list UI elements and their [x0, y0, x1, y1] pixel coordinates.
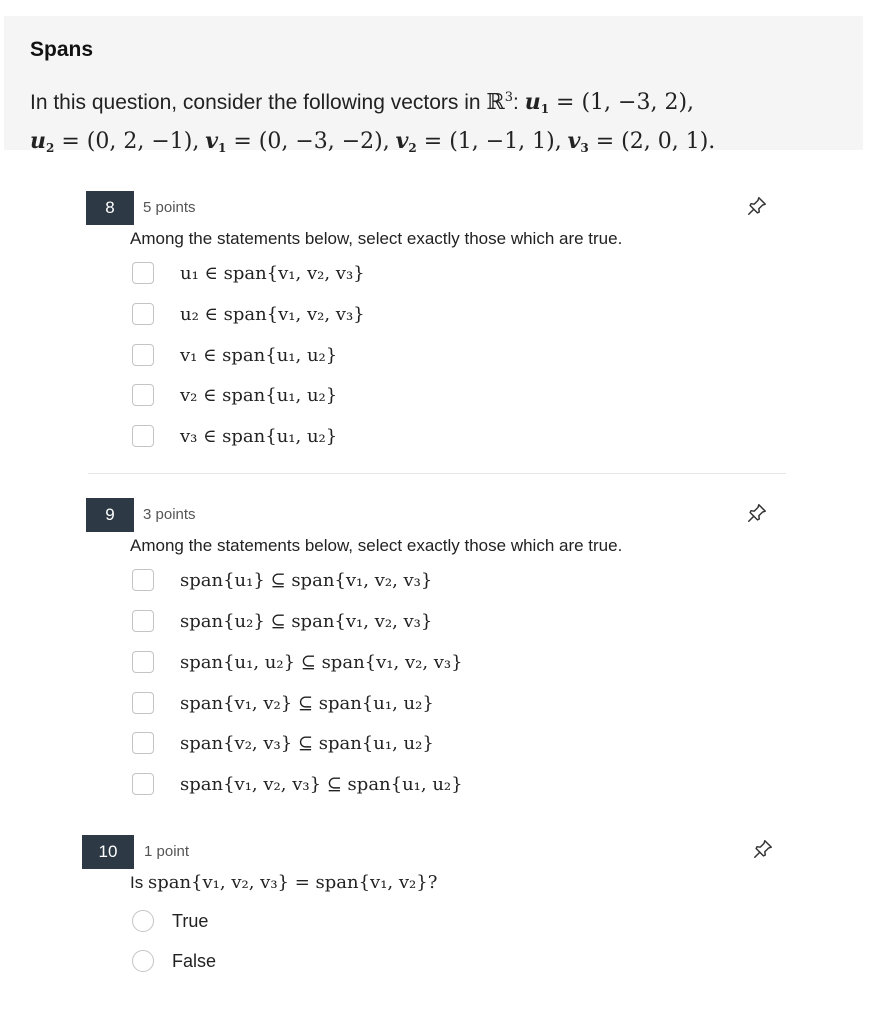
option-checkbox[interactable]	[132, 692, 154, 714]
option-checkbox[interactable]	[132, 384, 154, 406]
option-row[interactable]	[132, 771, 463, 797]
option-checkbox[interactable]	[132, 344, 154, 366]
option-label: span{v₁, v₂, v₃} ⊆ span{u₁, u₂}	[180, 773, 463, 795]
question-points: 3 points	[143, 506, 196, 523]
prompt-math: span{v₁, v₂, v₃} = span{v₁, v₂}?	[147, 872, 438, 893]
option-radio[interactable]	[132, 910, 154, 932]
question-number-badge: 10	[82, 835, 134, 869]
option-row[interactable]	[132, 908, 208, 934]
vector-v3-def: $v_3 = (2$, 0, 1).	[567, 128, 716, 155]
option-label: v₃ ∈ span{u₁, u₂}	[180, 425, 338, 447]
option-checkbox[interactable]	[132, 425, 154, 447]
question-intro	[4, 16, 863, 155]
pin-icon[interactable]	[746, 195, 768, 217]
option-label: span{v₂, v₃} ⊆ span{u₁, u₂}	[180, 732, 434, 754]
divider	[88, 473, 786, 474]
option-label: span{u₁, u₂} ⊆ span{v₁, v₂, v₃}	[180, 651, 463, 673]
question-number-badge: 9	[86, 498, 134, 532]
option-row[interactable]	[132, 260, 365, 286]
option-label: True	[172, 910, 209, 931]
question-points: 1 point	[144, 843, 190, 860]
option-checkbox[interactable]	[132, 262, 154, 284]
option-checkbox[interactable]	[132, 773, 154, 795]
vector-v2-def: $v_2 = (1$, −1, 1),	[395, 128, 562, 155]
intro-lead: In this question, consider the following vectors in	[30, 91, 487, 114]
option-label: u₂ ∈ span{v₁, v₂, v₃}	[180, 303, 365, 325]
option-row[interactable]	[132, 948, 216, 974]
question-prompt: Among the statements below, select exactly those which are true.	[130, 229, 623, 248]
option-label: u₁ ∈ span{v₁, v₂, v₃}	[180, 262, 365, 284]
option-row[interactable]	[132, 301, 365, 327]
option-label: v₁ ∈ span{u₁, u₂}	[180, 344, 338, 366]
option-label: v₂ ∈ span{u₁, u₂}	[180, 384, 338, 406]
question-number-badge: 8	[86, 191, 134, 225]
option-row[interactable]	[132, 690, 434, 716]
intro-colon: :	[513, 91, 519, 114]
pin-icon[interactable]	[746, 502, 768, 524]
space-symbol: ℝ$^3$	[486, 90, 513, 115]
section-title: Spans	[30, 38, 94, 61]
option-label: span{u₂} ⊆ span{v₁, v₂, v₃}	[180, 610, 433, 632]
option-checkbox[interactable]	[132, 732, 154, 754]
option-row[interactable]	[132, 342, 337, 368]
option-radio[interactable]	[132, 950, 154, 972]
option-row[interactable]	[132, 567, 432, 593]
option-label: False	[172, 950, 217, 971]
option-checkbox[interactable]	[132, 303, 154, 325]
prompt-lead: Is	[130, 873, 148, 892]
vector-u1-def: $u_1 = (1$, −3, 2),	[524, 89, 695, 116]
option-row[interactable]	[132, 423, 337, 449]
option-label: span{u₁} ⊆ span{v₁, v₂, v₃}	[180, 569, 433, 591]
option-checkbox[interactable]	[132, 569, 154, 591]
option-row[interactable]	[132, 382, 337, 408]
option-row[interactable]	[132, 608, 432, 634]
intro-text	[30, 82, 850, 164]
vector-u2-def: $u_2 = (0$, 2, −1),	[30, 128, 200, 155]
question-prompt	[130, 872, 437, 893]
option-row[interactable]	[132, 649, 463, 675]
vector-v1-def: $v_1 = (0$, −3, −2),	[205, 128, 390, 155]
option-checkbox[interactable]	[132, 651, 154, 673]
option-label: span{v₁, v₂} ⊆ span{u₁, u₂}	[180, 692, 434, 714]
option-checkbox[interactable]	[132, 610, 154, 632]
question-prompt: Among the statements below, select exactly those which are true.	[130, 536, 623, 555]
question-points: 5 points	[143, 199, 196, 216]
pin-icon[interactable]	[752, 838, 774, 860]
option-row[interactable]	[132, 730, 434, 756]
